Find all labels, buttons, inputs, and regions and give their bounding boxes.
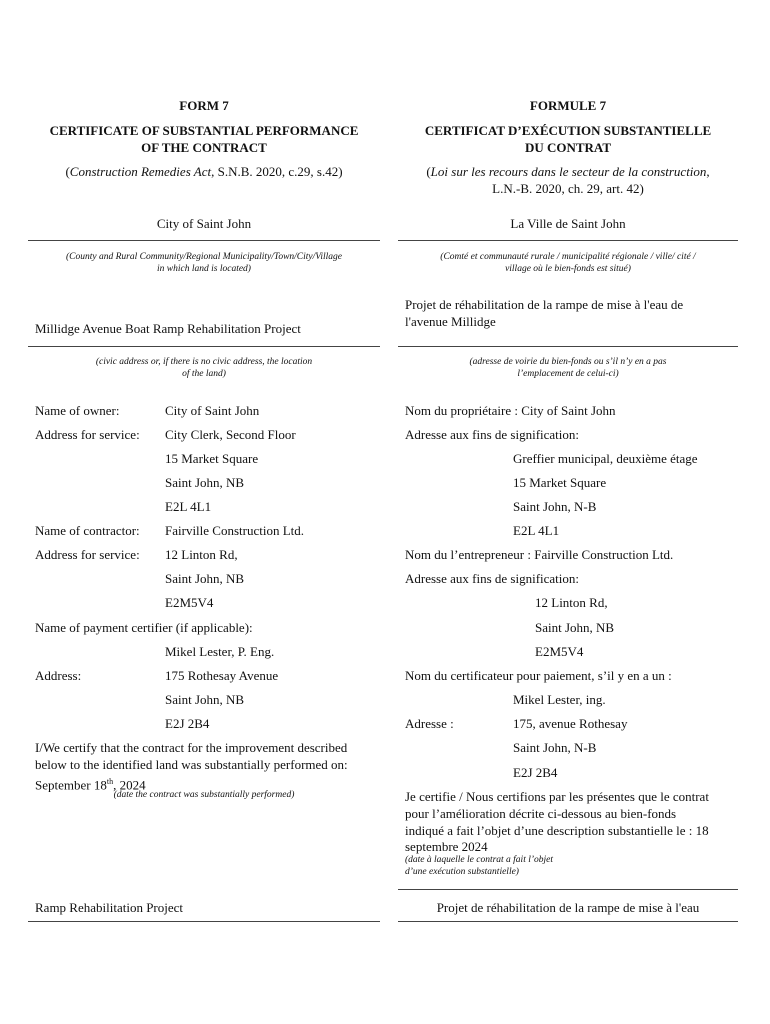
certify-line1: I/We certify that the contract for the improvement described <box>35 740 348 755</box>
certifier-value: Mikel Lester, P. Eng. <box>165 644 275 659</box>
certifier-value: Mikel Lester, ing. <box>513 692 606 707</box>
improvement-description: Projet de réhabilitation de la rampe de mise à l'eau <box>436 900 700 915</box>
form-number: FORMULE 7 <box>529 98 607 113</box>
certify-date-day: September 18 <box>35 777 107 793</box>
municipality-value: City of Saint John <box>156 216 252 231</box>
certifier-label: Name of payment certifier (if applicable): <box>35 620 253 635</box>
address-caption-line2: of the land) <box>182 369 226 379</box>
owner-label: Name of owner: <box>35 403 120 418</box>
certifier-address-label: Address: <box>35 668 82 683</box>
certify-line2: pour l’amélioration décrite ci-dessous au bien-fonds <box>405 806 677 821</box>
divider <box>398 346 738 347</box>
improvement-description: Ramp Rehabilitation Project <box>35 900 184 915</box>
act-name: Construction Remedies Act <box>69 164 212 179</box>
address-caption-line1: (adresse de voirie du bien-fonds ou s’il n’y en a pas <box>469 357 667 367</box>
divider <box>28 240 380 241</box>
owner-line: Nom du propriétaire : City of Saint John <box>405 403 616 418</box>
act-citation <box>28 163 380 180</box>
date-caption-line1: (date à laquelle le contrat a fait l’objet <box>405 855 554 865</box>
certifier-address-line: Saint John, NB <box>165 692 245 707</box>
project-address-line2: l'avenue Millidge <box>405 314 496 329</box>
divider <box>28 921 380 922</box>
certifier-address-label: Adresse : <box>405 716 454 731</box>
certify-line2: below to the identified land was substantially performed on: <box>35 757 348 772</box>
owner-address-line: Greffier municipal, deuxième étage <box>513 451 698 466</box>
certify-date-year: , 2024 <box>113 777 146 793</box>
certifier-address-line: E2J 2B4 <box>165 716 210 731</box>
address-caption-line2: l’emplacement de celui-ci) <box>517 369 619 379</box>
project-address: Millidge Avenue Boat Ramp Rehabilitation Project <box>35 321 301 336</box>
contractor-label: Name of contractor: <box>35 523 140 538</box>
divider <box>398 921 738 922</box>
municipality-caption-line1: (Comté et communauté rurale / municipalité régionale / ville/ cité / <box>440 252 696 262</box>
contractor-address-line: Saint John, NB <box>165 571 245 586</box>
municipality-caption-line2: in which land is located) <box>157 264 251 274</box>
french-column <box>398 0 738 1024</box>
owner-address-line: 15 Market Square <box>513 475 607 490</box>
owner-address-line: 15 Market Square <box>165 451 259 466</box>
contractor-line: Nom du l’entrepreneur : Fairville Construction Ltd. <box>405 547 674 562</box>
certify-line1: Je certifie / Nous certifions par les présentes que le contrat <box>405 789 709 804</box>
divider <box>398 889 738 890</box>
certifier-address-line: 175 Rothesay Avenue <box>165 668 279 683</box>
contractor-address-line: E2M5V4 <box>165 595 214 610</box>
certify-date-suffix: th <box>106 777 114 786</box>
date-caption-line2: d’une exécution substantielle) <box>405 867 519 877</box>
certificate-title-line2: DU CONTRAT <box>524 140 612 155</box>
address-caption-line1: (civic address or, if there is no civic address, the location <box>95 357 313 367</box>
certifier-address-line: Saint John, N-B <box>513 740 597 755</box>
contractor-service-label: Address for service: <box>35 547 140 562</box>
certify-line4: septembre 2024 <box>405 839 488 854</box>
act-paren: ( <box>65 164 70 179</box>
act-comma: , <box>706 164 710 179</box>
owner-service-label: Address for service: <box>35 427 140 442</box>
contractor-address-line: E2M5V4 <box>535 644 584 659</box>
certifier-address-line: 175, avenue Rothesay <box>513 716 628 731</box>
contractor-service-label: Adresse aux fins de signification: <box>405 571 580 586</box>
owner-address-line: Saint John, NB <box>165 475 245 490</box>
owner-service-label: Adresse aux fins de signification: <box>405 427 580 442</box>
certify-line3: indiqué a fait l’objet d’une description substantielle le : 18 <box>405 823 709 838</box>
act-ref: , S.N.B. 2020, c.29, s.42) <box>211 164 343 179</box>
divider <box>28 346 380 347</box>
date-caption: (date the contract was substantially performed) <box>113 790 295 800</box>
owner-address-line: Saint John, N-B <box>513 499 597 514</box>
act-citation-line2: L.N.-B. 2020, ch. 29, art. 42) <box>492 181 644 196</box>
certificate-title-line1: CERTIFICATE OF SUBSTANTIAL PERFORMANCE <box>49 123 359 138</box>
act-name: Loi sur les recours dans le secteur de la construction <box>430 164 707 179</box>
municipality-caption-line1: (County and Rural Community/Regional Municipality/Town/City/Village <box>65 252 342 262</box>
english-column <box>28 0 380 1024</box>
owner-value: City of Saint John <box>165 403 260 418</box>
certificate-title-line2: OF THE CONTRACT <box>141 140 267 155</box>
owner-address-line: E2L 4L1 <box>513 523 560 538</box>
contractor-address-line: 12 Linton Rd, <box>535 595 608 610</box>
municipality-caption-line2: village où le bien-fonds est situé) <box>505 264 631 274</box>
certificate-title-line1: CERTIFICAT D’EXÉCUTION SUBSTANTIELLE <box>424 123 712 138</box>
contractor-value: Fairville Construction Ltd. <box>165 523 305 538</box>
form-number: FORM 7 <box>179 98 229 113</box>
project-address-line1: Projet de réhabilitation de la rampe de mise à l'eau de <box>405 297 684 312</box>
act-citation-line1 <box>398 163 738 180</box>
municipality-value: La Ville de Saint John <box>510 216 626 231</box>
certifier-line: Nom du certificateur pour paiement, s’il y en a un : <box>405 668 672 683</box>
owner-address-line: E2L 4L1 <box>165 499 212 514</box>
divider <box>398 240 738 241</box>
certifier-address-line: E2J 2B4 <box>513 765 558 780</box>
owner-address-line: City Clerk, Second Floor <box>165 427 296 442</box>
contractor-address-line: Saint John, NB <box>535 620 615 635</box>
act-paren: ( <box>426 164 431 179</box>
contractor-address-line: 12 Linton Rd, <box>165 547 238 562</box>
